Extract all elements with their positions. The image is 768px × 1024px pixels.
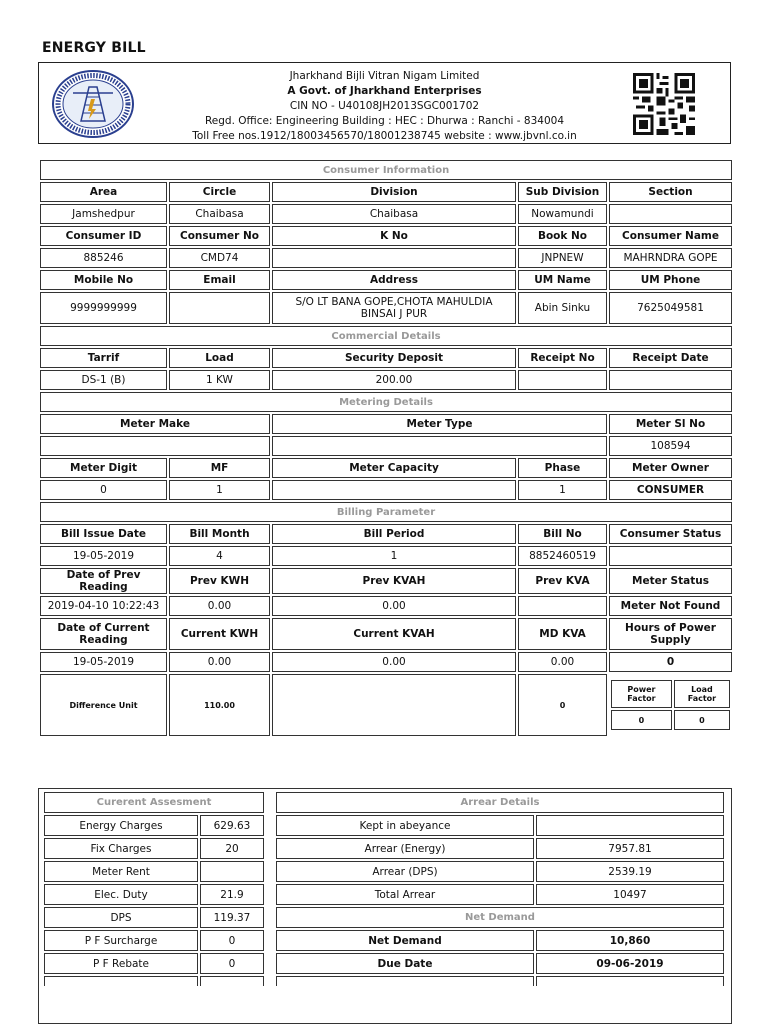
dps-value: 119.37 [200,907,264,928]
value-um-name: Abin Sinku [518,292,607,324]
difference-col4-value: 0 [518,674,607,736]
load-factor-value: 0 [674,710,730,730]
section-current-assessment: Curerent Assesment [44,792,264,813]
value-email [169,292,270,324]
arrear-overflow-cell [536,976,724,986]
value-address: S/O LT BANA GOPE,CHOTA MAHULDIA BINSAI J PUR [272,292,516,324]
header-bill-period: Bill Period [272,524,516,544]
header-area: Area [40,182,167,202]
value-meter-make [40,436,270,456]
header-book-no: Book No [518,226,607,246]
factor-table [609,678,732,732]
header-sub-division: Sub Division [518,182,607,202]
header-um-phone: UM Phone [609,270,732,290]
difference-unit-label: Difference Unit [40,674,167,736]
kept-in-abeyance-label: Kept in abeyance [276,815,534,836]
header-bill-issue-date: Bill Issue Date [40,524,167,544]
total-arrear-label: Total Arrear [276,884,534,905]
current-assessment-table [42,790,266,988]
meter-rent-label: Meter Rent [44,861,198,882]
dps-label: DPS [44,907,198,928]
header-division: Division [272,182,516,202]
header-prev-kwh: Prev KWH [169,568,270,594]
value-circle: Chaibasa [169,204,270,224]
value-meter-capacity [272,480,516,500]
contact-line: Toll Free nos.1912/18003456570/18001238745 website : www.jbvnl.co.in [192,130,577,142]
value-receipt-date [609,370,732,390]
company-subtitle: A Govt. of Jharkhand Enterprises [287,85,482,97]
value-date-current-reading: 19-05-2019 [40,652,167,672]
value-consumer-name: MAHRNDRA GOPE [609,248,732,268]
header-consumer-name: Consumer Name [609,226,732,246]
header-receipt-date: Receipt Date [609,348,732,368]
header-current-kwh: Current KWH [169,618,270,650]
arrear-energy-value: 7957.81 [536,838,724,859]
value-bill-period: 1 [272,546,516,566]
header-section: Section [609,182,732,202]
header-prev-kvah: Prev KVAH [272,568,516,594]
value-hours-power-supply: 0 [609,652,732,672]
arrear-dps-label: Arrear (DPS) [276,861,534,882]
elec-duty-label: Elec. Duty [44,884,198,905]
due-date-label: Due Date [276,953,534,974]
bill-details-table [38,158,734,738]
section-commercial-details: Commercial Details [40,326,732,346]
value-current-kvah: 0.00 [272,652,516,672]
power-factor-value: 0 [611,710,672,730]
section-billing-parameter: Billing Parameter [40,502,732,522]
total-arrear-value: 10497 [536,884,724,905]
arrear-overflow-row [276,976,534,986]
header-meter-owner: Meter Owner [609,458,732,478]
value-tarrif: DS-1 (B) [40,370,167,390]
value-receipt-no [518,370,607,390]
factor-cell [609,674,732,736]
section-arrear-details: Arrear Details [276,792,724,813]
header-consumer-id: Consumer ID [40,226,167,246]
pf-surcharge-label: P F Surcharge [44,930,198,951]
pf-rebate-label: P F Rebate [44,953,198,974]
header-circle: Circle [169,182,270,202]
value-book-no: JNPNEW [518,248,607,268]
header-load: Load [169,348,270,368]
value-md-kva: 0.00 [518,652,607,672]
arrear-energy-label: Arrear (Energy) [276,838,534,859]
header-text [149,69,620,144]
value-bill-no: 8852460519 [518,546,607,566]
header-bill-no: Bill No [518,524,607,544]
document-title: ENERGY BILL [42,40,146,56]
header-date-current-reading: Date of Current Reading [40,618,167,650]
header-current-kvah: Current KVAH [272,618,516,650]
energy-charges-label: Energy Charges [44,815,198,836]
header-meter-capacity: Meter Capacity [272,458,516,478]
header-prev-kva: Prev KVA [518,568,607,594]
elec-duty-value: 21.9 [200,884,264,905]
header-mf: MF [169,458,270,478]
cin-number: CIN NO - U40108JH2013SGC001702 [289,100,480,112]
value-meter-sl-no: 108594 [609,436,732,456]
value-mobile-no: 9999999999 [40,292,167,324]
assessment-overflow-cell [200,976,264,986]
value-sub-division: Nowamundi [518,204,607,224]
value-consumer-no: CMD74 [169,248,270,268]
header-receipt-no: Receipt No [518,348,607,368]
section-consumer-information: Consumer Information [40,160,732,180]
fix-charges-label: Fix Charges [44,838,198,859]
meter-rent-value [200,861,264,882]
header-box [38,62,731,144]
value-section [609,204,732,224]
header-um-name: UM Name [518,270,607,290]
section-net-demand: Net Demand [276,907,724,928]
header-email: Email [169,270,270,290]
header-meter-sl-no: Meter Sl No [609,414,732,434]
value-um-phone: 7625049581 [609,292,732,324]
value-security-deposit: 200.00 [272,370,516,390]
difference-unit-value: 110.00 [169,674,270,736]
value-load: 1 KW [169,370,270,390]
office-address: Regd. Office: Engineering Building : HEC : Dhurwa : Ranchi - 834004 [204,115,565,127]
energy-charges-value: 629.63 [200,815,264,836]
value-bill-issue-date: 19-05-2019 [40,546,167,566]
power-factor-label: Power Factor [611,680,672,708]
value-k-no [272,248,516,268]
net-demand-value: 10,860 [536,930,724,951]
header-k-no: K No [272,226,516,246]
value-current-kwh: 0.00 [169,652,270,672]
value-mf: 1 [169,480,270,500]
value-consumer-status [609,546,732,566]
due-date-value: 09-06-2019 [536,953,724,974]
value-prev-kwh: 0.00 [169,596,270,616]
header-meter-status: Meter Status [609,568,732,594]
header-hours-power-supply: Hours of Power Supply [609,618,732,650]
value-date-prev-reading: 2019-04-10 10:22:43 [40,596,167,616]
difference-empty-cell [272,674,516,736]
header-md-kva: MD KVA [518,618,607,650]
pf-rebate-value: 0 [200,953,264,974]
header-phase: Phase [518,458,607,478]
header-mobile-no: Mobile No [40,270,167,290]
header-meter-digit: Meter Digit [40,458,167,478]
assessment-overflow-row [44,976,198,986]
section-metering-details: Metering Details [40,392,732,412]
value-area: Jamshedpur [40,204,167,224]
jbvnl-logo-icon [47,69,139,139]
value-meter-digit: 0 [40,480,167,500]
header-consumer-no: Consumer No [169,226,270,246]
value-meter-status: Meter Not Found [609,596,732,616]
qr-code-icon [630,73,698,135]
value-prev-kva [518,596,607,616]
arrear-dps-value: 2539.19 [536,861,724,882]
header-address: Address [272,270,516,290]
company-name: Jharkhand Bijli Vitran Nigam Limited [289,70,480,82]
value-prev-kvah: 0.00 [272,596,516,616]
value-consumer-id: 885246 [40,248,167,268]
header-security-deposit: Security Deposit [272,348,516,368]
header-meter-type: Meter Type [272,414,607,434]
value-meter-owner: CONSUMER [609,480,732,500]
kept-in-abeyance-value [536,815,724,836]
header-consumer-status: Consumer Status [609,524,732,544]
fix-charges-value: 20 [200,838,264,859]
header-bill-month: Bill Month [169,524,270,544]
value-phase: 1 [518,480,607,500]
pf-surcharge-value: 0 [200,930,264,951]
value-bill-month: 4 [169,546,270,566]
header-date-prev-reading: Date of Prev Reading [40,568,167,594]
load-factor-label: Load Factor [674,680,730,708]
net-demand-label: Net Demand [276,930,534,951]
value-meter-type [272,436,607,456]
arrear-details-table [274,790,726,988]
value-division: Chaibasa [272,204,516,224]
header-tarrif: Tarrif [40,348,167,368]
header-meter-make: Meter Make [40,414,270,434]
